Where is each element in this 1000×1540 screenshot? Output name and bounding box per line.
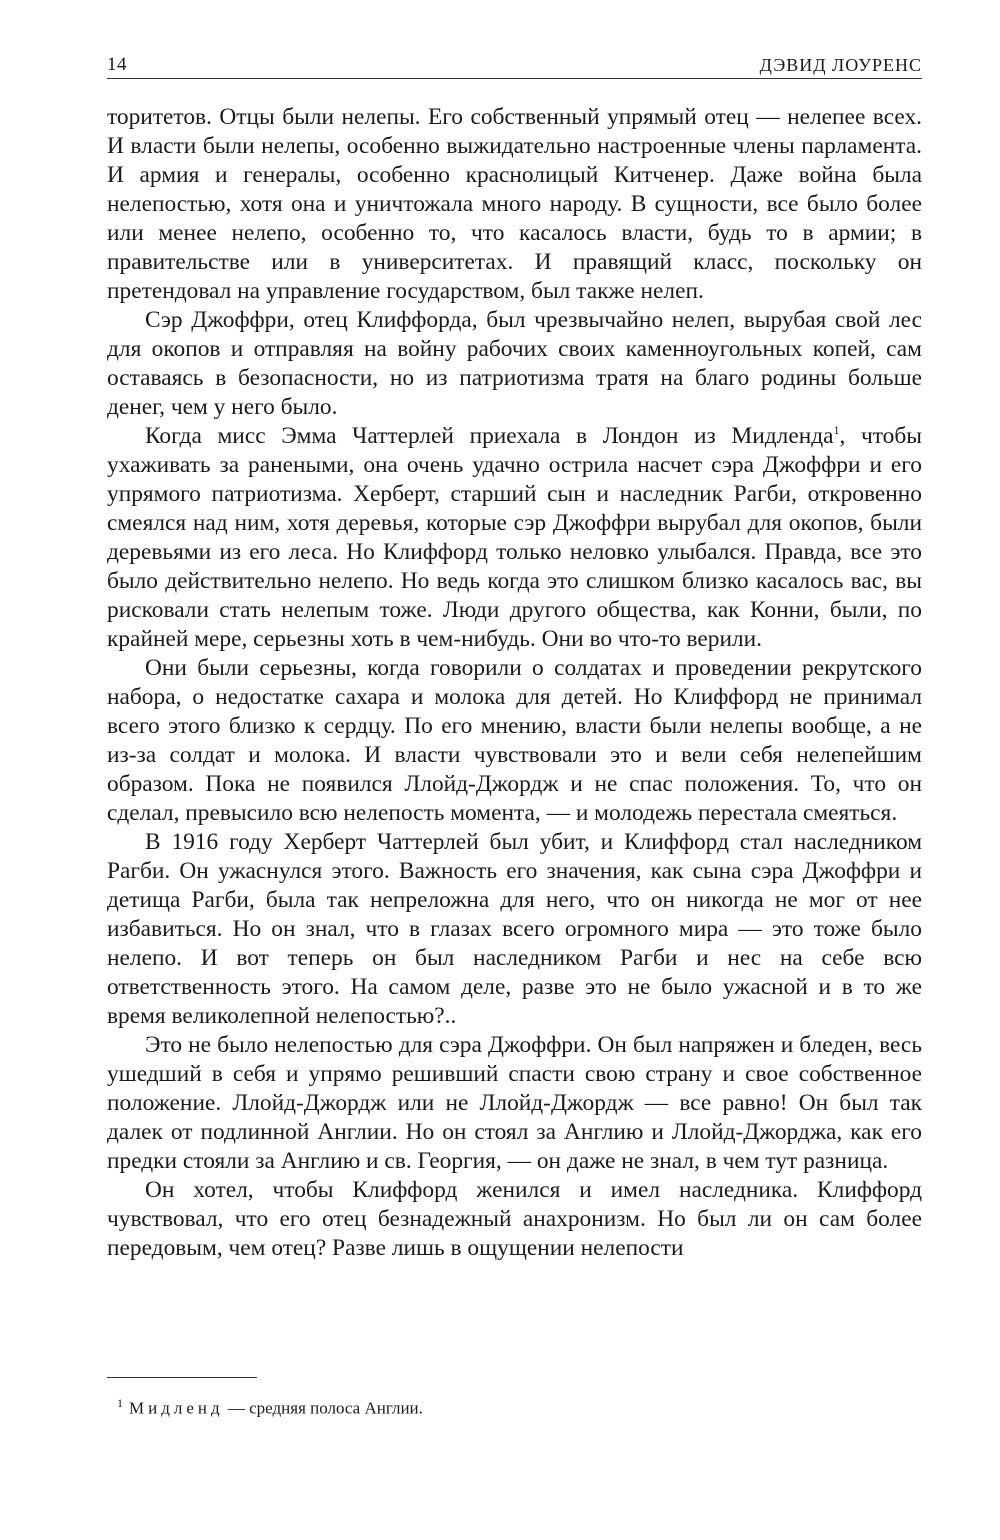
paragraph: Они были серьезны, когда говорили о солдатах и проведении рекрутского набора, о недостатке сахара и молока для детей. Но Клиффорд не принимал всего этого близко к сердцу. По его мнению, власти были нелепы вообще, а не из-за солдат и молока. И власти чувствовали это и вели себя нелепейшим образом. Пока не появился Ллойд-Джордж и не спас положения. То, что он сделал, превысило всю нелепость момента, — и молодежь перестала смеяться. bbox=[107, 655, 922, 826]
book-page bbox=[107, 48, 922, 1488]
paragraph-text: , чтобы ухаживать за ранеными, она очень удачно острила насчет сэра Джоффри и его упрямого патриотизма. Херберт, старший сын и наследник Рагби, откровенно смеялся над ним, хотя деревья, которые сэр Джоффри вырубал для окопов, были деревьями из его леса. Но Клиффорд только неловко улыбался. Правда, все это было действительно нелепо. Но ведь когда это слишком близко касалось вас, вы рисковали стать нелепым тоже. Люди другого общества, как Конни, были, по крайней мере, серьезны хоть в чем-нибудь. Они во что-то верили. bbox=[107, 423, 922, 652]
footnote-divider bbox=[107, 1377, 257, 1378]
page-header bbox=[107, 48, 922, 79]
footnote-reference: 1 bbox=[833, 423, 840, 438]
paragraph: Это не было нелепостью для сэра Джоффри. Он был напряжен и бледен, весь ушедший в себя и упрямо решивший спасти свою страну и свое собственное положение. Ллойд-Джордж или не Ллойд-Джордж — все равно! Он был так далек от подлинной Англии. Но он стоял за Англию и Ллойд-Джорджа, как его предки стояли за Англию и св. Георгия, — он даже не знал, в чем тут разница. bbox=[107, 1032, 922, 1174]
paragraph bbox=[107, 422, 922, 654]
paragraph: торитетов. Отцы были нелепы. Его собственный упрямый отец — нелепее всех. И власти были нелепы, особенно выжидательно настроенные члены парламента. И армия и генералы, особенно краснолицый Китченер. Даже война была нелепостью, хотя она и уничтожала много народу. В сущности, все было более или менее нелепо, особенно то, что касалось власти, будь то в армии; в правительстве или в университетах. И правящий класс, поскольку он претендовал на управление государством, был также нелеп. bbox=[107, 104, 922, 304]
paragraph: Он хотел, чтобы Клиффорд женился и имел наследника. Клиффорд чувствовал, что его отец безнадежный анахронизм. Но был ли он сам более передовым, чем отец? Разве лишь в ощущении нелепости bbox=[107, 1177, 922, 1261]
footnote-term: Мидленд bbox=[129, 1398, 224, 1418]
footnote-definition: — средняя полоса Англии. bbox=[223, 1398, 423, 1418]
paragraph: В 1916 году Херберт Чаттерлей был убит, и Клиффорд стал наследником Рагби. Он ужаснулся этого. Важность его значения, как сына сэра Джоффри и детища Рагби, была так непреложна для него, что он никогда не мог от нее избавиться. Но он знал, что в глазах всего огромного мира — это тоже было нелепо. И вот теперь он был наследником Рагби и нес на себе всю ответственность этого. На самом деле, разве это не было ужасной и в то же время великолепной нелепостью?.. bbox=[107, 829, 922, 1029]
page-body bbox=[107, 103, 922, 1263]
page-number: 14 bbox=[107, 54, 127, 75]
paragraph: Сэр Джоффри, отец Клиффорда, был чрезвычайно нелеп, вырубая свой лес для окопов и отправляя на войну рабочих своих каменноугольных копей, сам оставаясь в безопасности, но из патриотизма тратя на благо родины больше денег, чем у него было. bbox=[107, 307, 922, 420]
footnote bbox=[117, 1391, 423, 1421]
running-head: ДЭВИД ЛОУРЕНС bbox=[759, 55, 922, 75]
footnote-number: 1 bbox=[117, 1396, 123, 1410]
paragraph-text: Когда мисс Эмма Чаттерлей приехала в Лондон из Мидленда bbox=[145, 423, 834, 449]
